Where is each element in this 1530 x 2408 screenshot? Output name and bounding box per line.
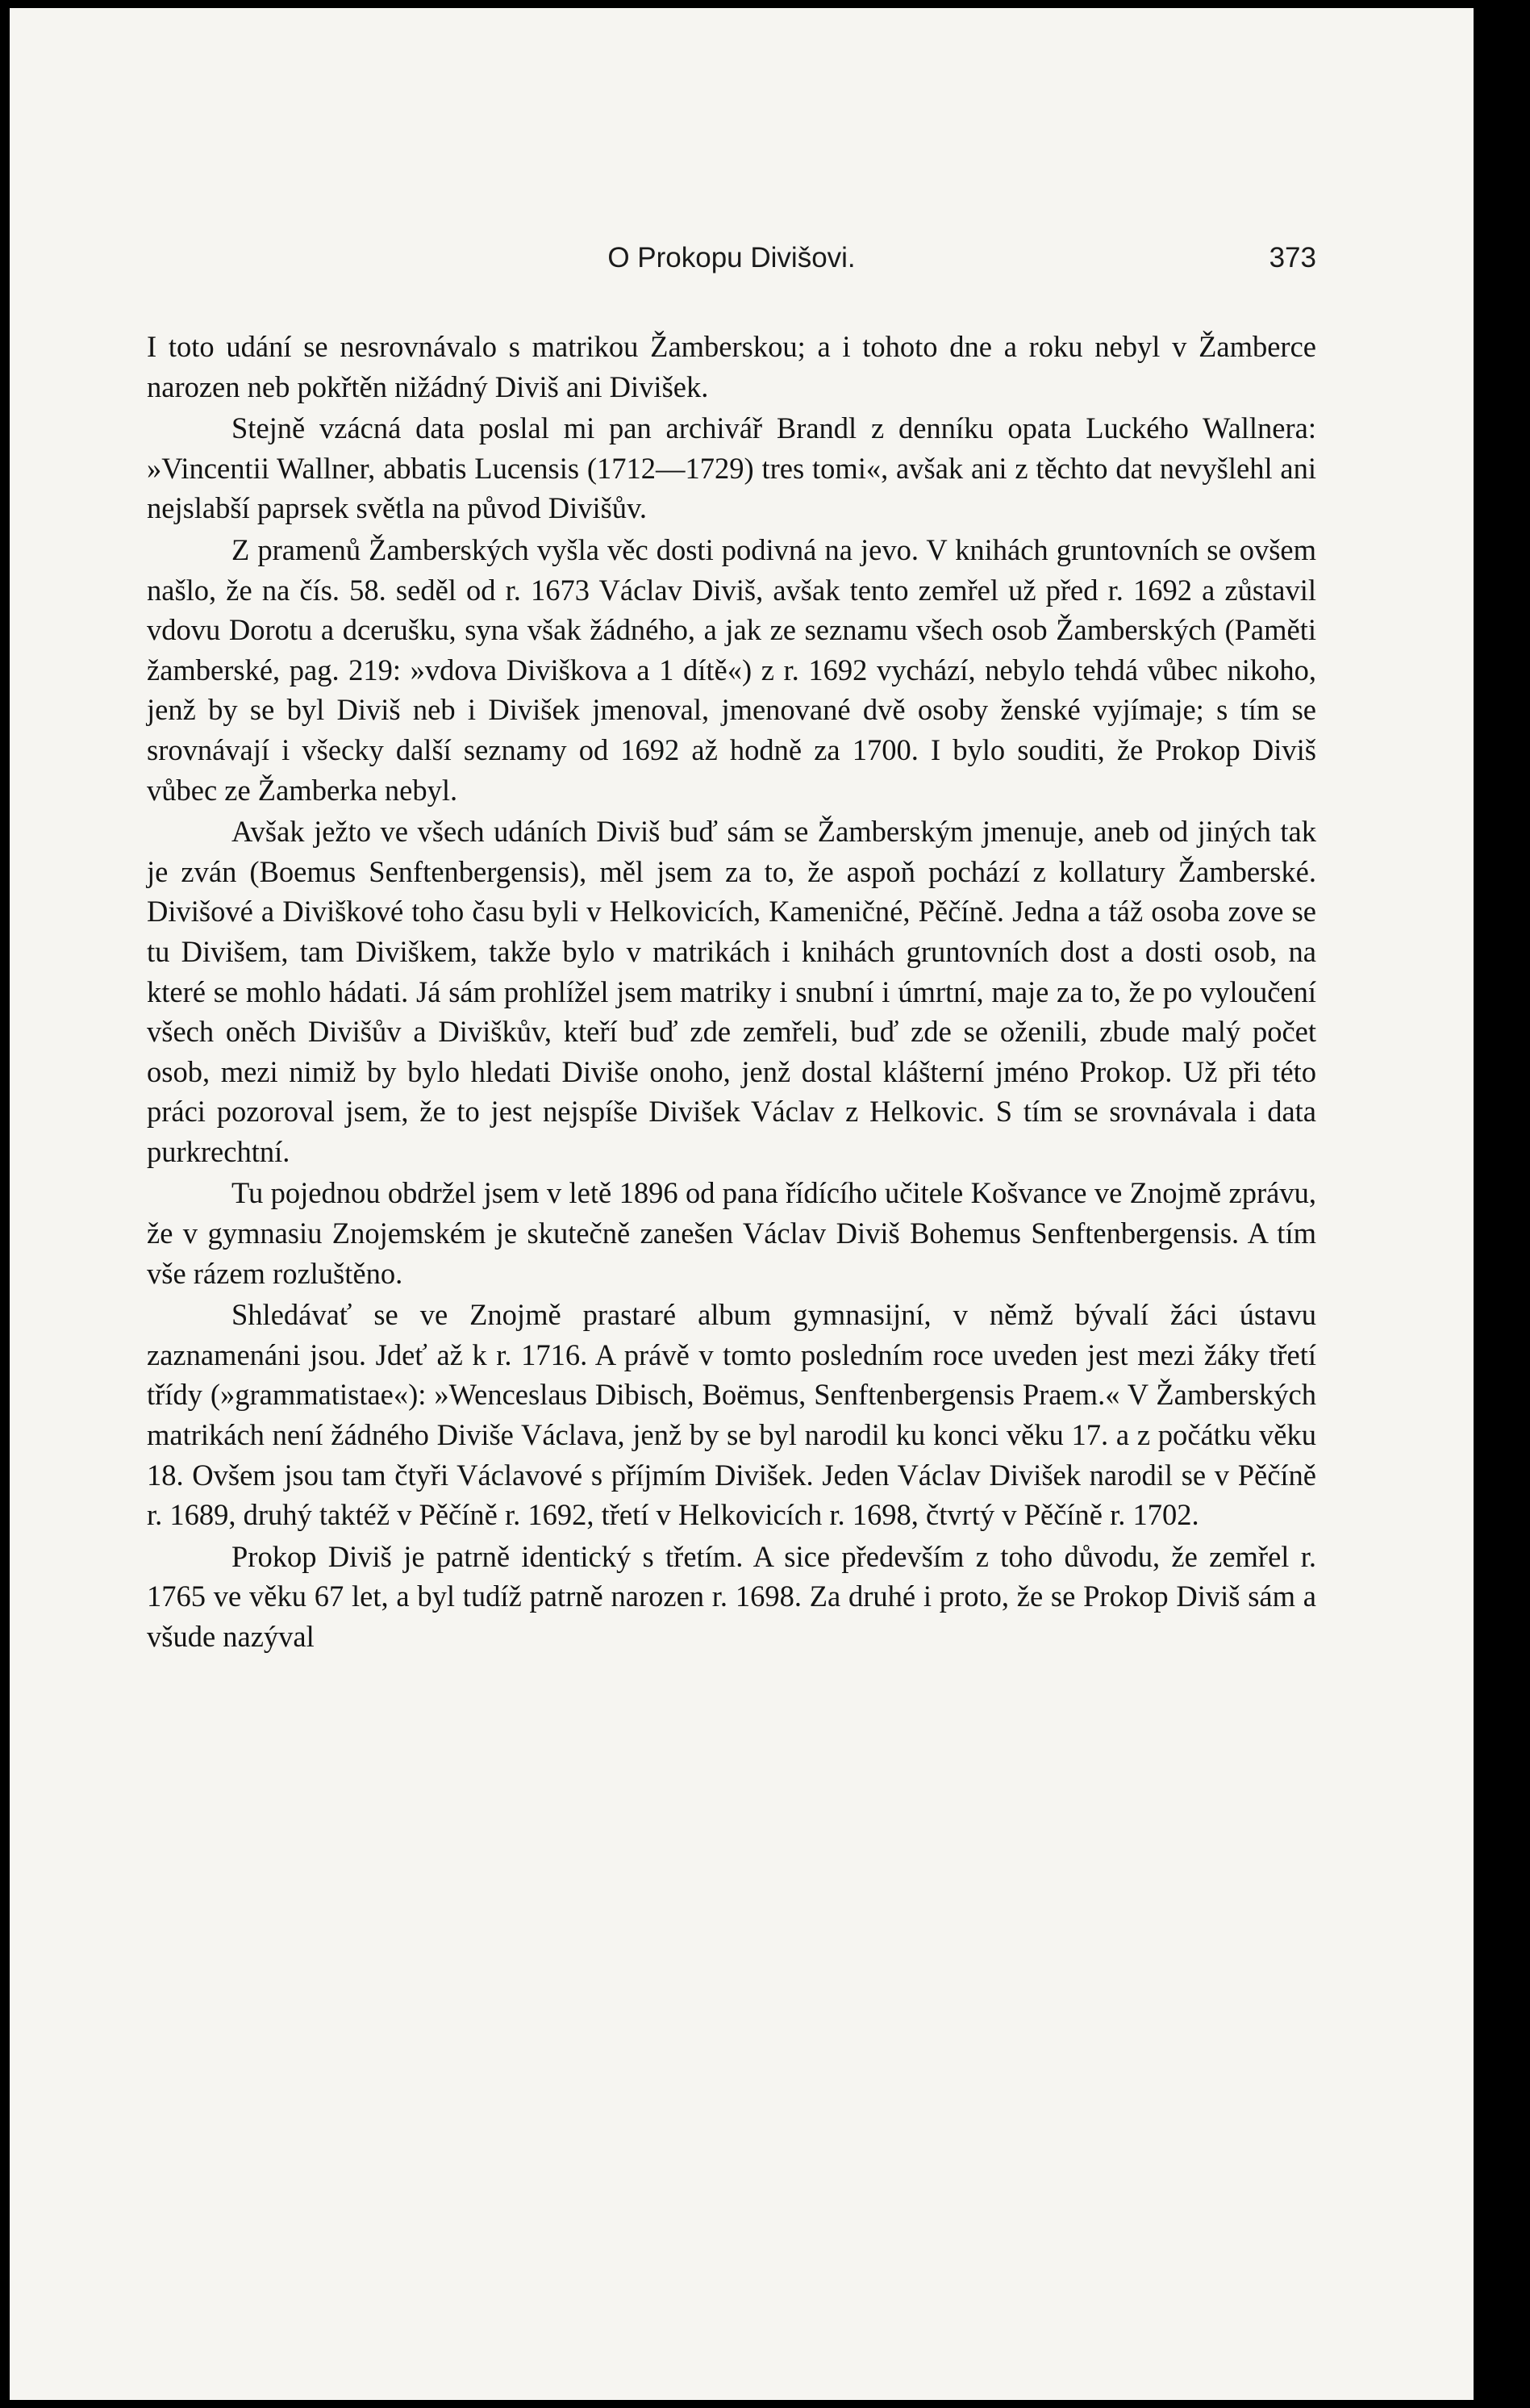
- running-head: [147, 242, 1316, 290]
- paragraph-3: Z pramenů Žamberských vyšla věc dosti podivná na jevo. V knihách gruntovních se ovšem našlo, že na čís. 58. seděl od r. 1673 Václav Diviš, avšak tento zemřel už před r. 1692 a zůstavil vdovu Dorotu a dcerušku, syna však žádného, a jak ze seznamu všech osob Žamberských (Paměti žamberské, pag. 219: »vdova Diviškova a 1 dítě«) z r. 1692 vychází, nebylo tehdá vůbec nikoho, jenž by se byl Diviš neb i Divišek jmenoval, jmenované dvě osoby ženské vyjímaje; s tím se srovnávají i všecky další seznamy od 1692 až hodně za 1700. I bylo souditi, že Prokop Diviš vůbec ze Žamberka nebyl.: [147, 532, 1316, 807]
- paragraph-7: Prokop Diviš je patrně identický s třetím. A sice především z toho důvodu, že zemřel r. 1765 ve věku 67 let, a byl tudíž patrně narozen r. 1698. Za druhé i proto, že se Prokop Diviš sám a všude nazýval: [147, 1539, 1316, 1653]
- paragraph-6: Shledávať se ve Znojmě prastaré album gymnasijní, v němž bývalí žáci ústavu zaznamenáni jsou. Jdeť až k r. 1716. A právě v tomto posledním roce uveden jest mezi žáky třetí třídy (»grammatistae«): »Wenceslaus Dibisch, Boëmus, Senftenbergensis Praem.« V Žamberských matrikách není žádného Diviše Václava, jenž by se byl narodil ku konci věku 17. a z počátku věku 18. Ovšem jsou tam čtyři Václavové s příjmím Divišek. Jeden Václav Divišek narodil se v Pěčíně r. 1689, druhý taktéž v Pěčíně r. 1692, třetí v Helkovicích r. 1698, čtvrtý v Pěčíně r. 1702.: [147, 1298, 1316, 1532]
- body-text: [147, 327, 1316, 1657]
- paragraph-4: Avšak ježto ve všech udáních Diviš buď sám se Žamberským jmenuje, aneb od jiných tak je zván (Boemus Senftenbergensis), měl jsem za to, že aspoň pochází z kollatury Žamberské. Divišové a Diviškové toho času byli v Helkovicích, Kameničné, Pěčíně. Jedna a táž osoba zove se tu Divišem, tam Diviškem, takže bylo v matrikách i knihách gruntovních dost a dosti osob, na které se mohlo hádati. Já sám prohlížel jsem matriky i snubní i úmrtní, maje za to, že po vyloučení všech oněch Divišův a Diviškův, kteří buď zde zemřeli, buď zde se oženili, zbude malý počet osob, mezi nimiž by bylo hledati Diviše onoho, jenž dostal klášterní jméno Prokop. Už při této práci pozoroval jsem, že to jest nejspíše Divišek Václav z Helkovic. S tím se srovnávala i data purkrechtní.: [147, 815, 1316, 1168]
- paragraph-2: Stejně vzácná data poslal mi pan archivář Brandl z denníku opata Luckého Wallnera: »Vincentii Wallner, abbatis Lucensis (1712—1729) tres tomi«, avšak ani z těchto dat nevyšlehl ani nejslabší paprsek světla na původ Divišův.: [147, 411, 1316, 525]
- page-number: 373: [1269, 242, 1316, 273]
- paragraph-5: Tu pojednou obdržel jsem v letě 1896 od pana řídícího učitele Košvance ve Znojmě zprávu, že v gymnasiu Znojemském je skutečně zanešen Václav Diviš Bohemus Senftenbergensis. A tím vše rázem rozluštěno.: [147, 1176, 1316, 1290]
- book-page: [10, 8, 1474, 2400]
- paragraph-1: I toto udání se nesrovnávalo s matrikou Žamberskou; a i tohoto dne a roku nebyl v Žamberce narozen neb pokřtěn nižádný Diviš ani Divišek.: [147, 330, 1316, 403]
- running-title: O Prokopu Divišovi.: [607, 242, 856, 273]
